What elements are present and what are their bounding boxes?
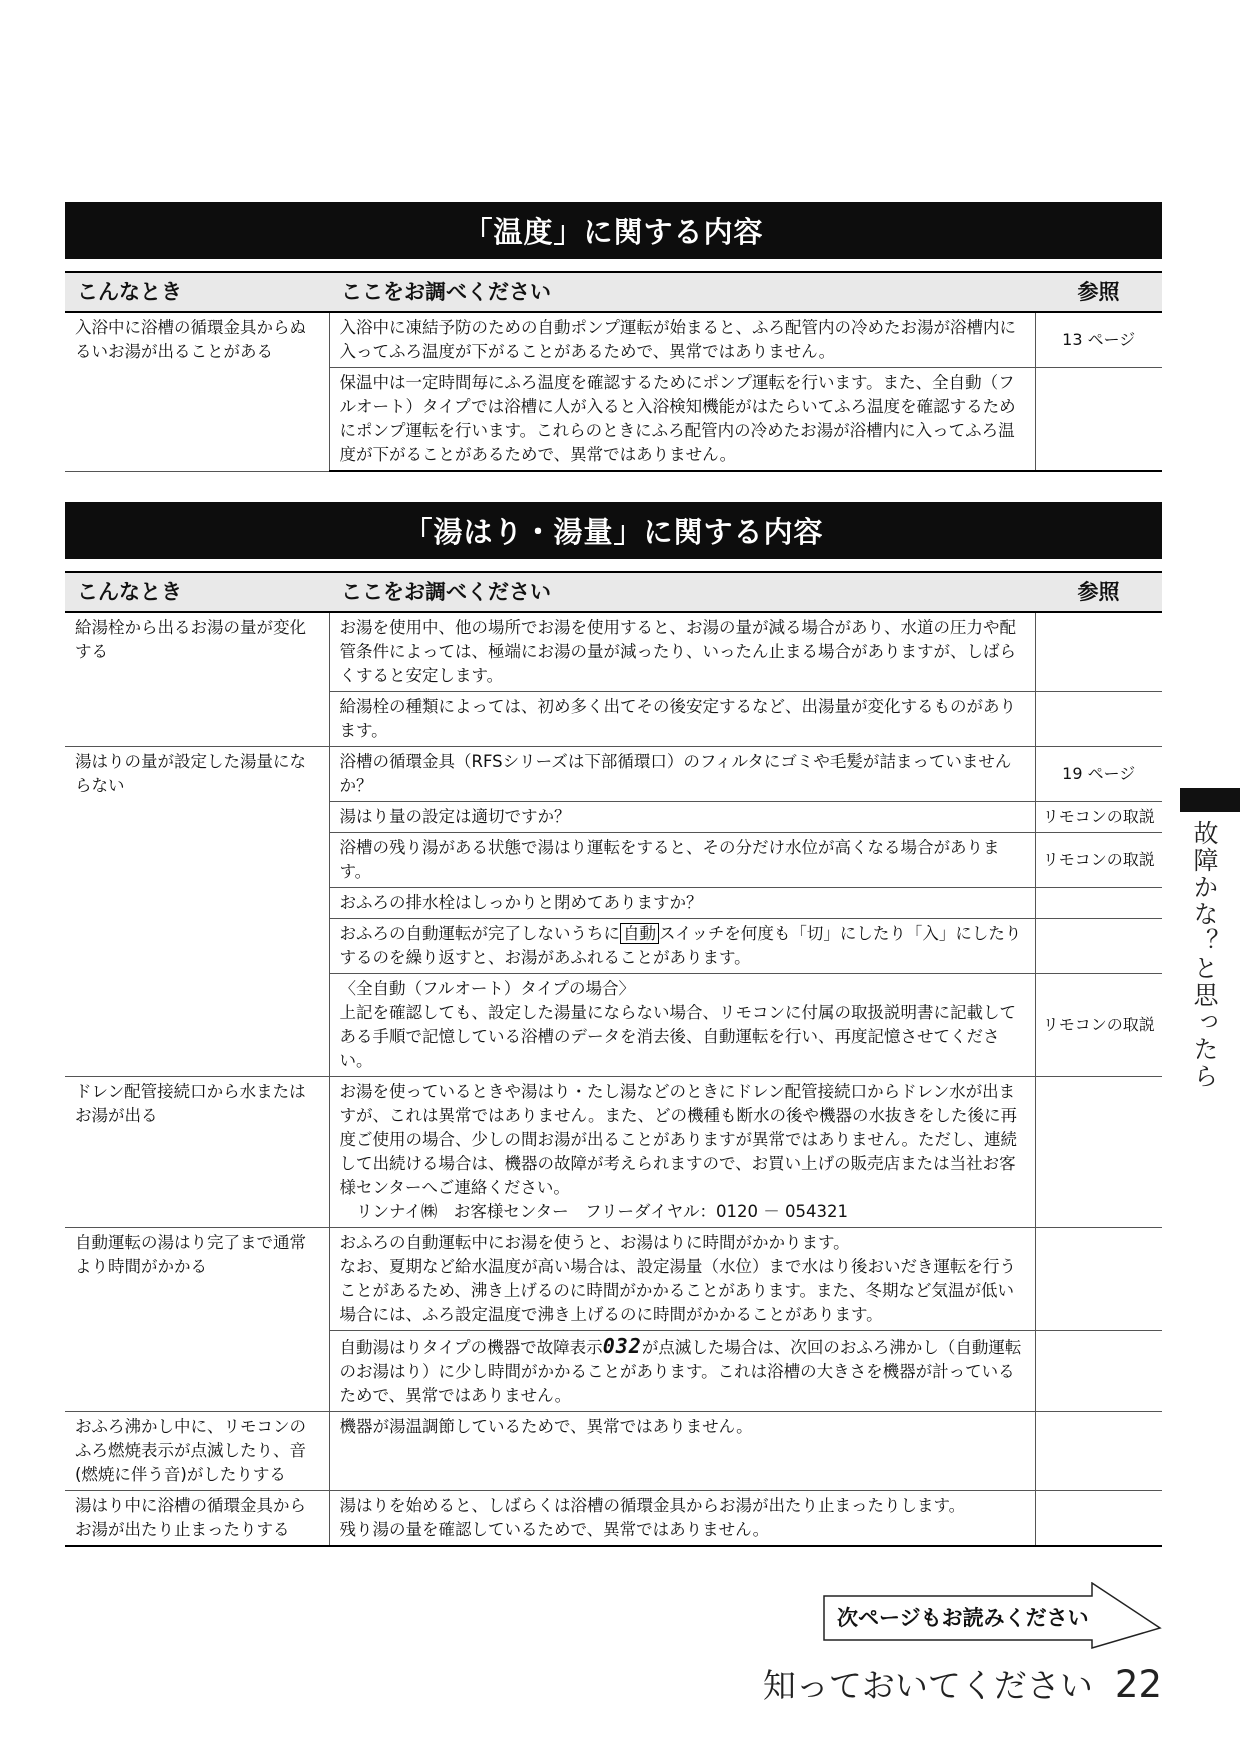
check-cell	[329, 919, 1035, 974]
col-when: こんなとき	[65, 272, 329, 312]
check-cell: お湯を使用中、他の場所でお湯を使用すると、お湯の量が減る場合があり、水道の圧力や配管条件によっては、極端にお湯の量が減ったり、いったん止まる場合がありますが、しばらくすると安定します。	[329, 612, 1035, 692]
check-cell: 給湯栓の種類によっては、初め多く出てその後安定するなど、出湯量が変化するものがあります。	[329, 692, 1035, 747]
check-cell: 入浴中に凍結予防のための自動ポンプ運転が始まると、ふろ配管内の冷めたお湯が浴槽内に入ってふろ温度が下がることがあるためで、異常ではありません。	[329, 312, 1035, 368]
check-cell: 〈全自動（フルオート）タイプの場合〉 上記を確認しても、設定した湯量にならない場合、リモコンに付属の取扱説明書に記載してある手順で記憶している浴槽のデータを消去後、自動運転を行い、再度記憶させてください。	[329, 974, 1035, 1077]
ref-cell: 19 ページ	[1035, 747, 1162, 802]
ref-cell	[1035, 1491, 1162, 1547]
section-water-amount	[65, 502, 1162, 1547]
col-ref: 参照	[1035, 572, 1162, 612]
ref-cell	[1035, 1228, 1162, 1331]
ref-cell	[1035, 919, 1162, 974]
when-cell: ドレン配管接続口から水またはお湯が出る	[65, 1077, 329, 1228]
next-page-arrow	[822, 1582, 1162, 1650]
ref-cell	[1035, 1412, 1162, 1491]
col-check: ここをお調べください	[329, 572, 1035, 612]
check-cell: おふろの自動運転中にお湯を使うと、お湯はりに時間がかかります。 なお、夏期など給水温度が高い場合は、設定湯量（水位）まで水はり後おいだき運転を行うことがあるため、沸き上げるのに時間がかかることがあります。また、冬期など気温が低い場合には、ふろ設定温度で沸き上げるのに時間がかかることがあります。	[329, 1228, 1035, 1331]
footer-title: 知っておいてください	[762, 1666, 1093, 1705]
check-cell: 機器が湯温調節しているためで、異常ではありません。	[329, 1412, 1035, 1491]
ref-cell	[1035, 1331, 1162, 1412]
ref-cell	[1035, 692, 1162, 747]
ref-cell	[1035, 368, 1162, 472]
col-check: ここをお調べください	[329, 272, 1035, 312]
section-temperature	[65, 202, 1162, 472]
table-row	[65, 312, 1162, 368]
check-cell: 浴槽の残り湯がある状態で湯はり運転をすると、その分だけ水位が高くなる場合があります。	[329, 833, 1035, 888]
table-row	[65, 1228, 1162, 1331]
ref-cell	[1035, 612, 1162, 692]
check-text: おふろの自動運転が完了しないうちに	[339, 924, 620, 943]
when-cell: おふろ沸かし中に、リモコンのふろ燃焼表示が点滅したり、音(燃焼に伴う音)がしたりする	[65, 1412, 329, 1491]
check-text: 自動湯はりタイプの機器で故障表示	[339, 1338, 603, 1357]
table-row	[65, 1491, 1162, 1547]
table-row	[65, 1412, 1162, 1491]
table-row	[65, 1077, 1162, 1228]
section-title: 「湯はり・湯量」に関する内容	[65, 502, 1162, 559]
trouble-table	[65, 571, 1162, 1547]
when-cell: 給湯栓から出るお湯の量が変化する	[65, 612, 329, 747]
table-header	[65, 572, 1162, 612]
when-cell: 自動運転の湯はり完了まで通常より時間がかかる	[65, 1228, 329, 1412]
page-footer	[763, 1660, 1162, 1707]
col-when: こんなとき	[65, 572, 329, 612]
when-cell: 湯はり中に浴槽の循環金具からお湯が出たり止まったりする	[65, 1491, 329, 1547]
check-cell: 保温中は一定時間毎にふろ温度を確認するためにポンプ運転を行います。また、全自動（フルオート）タイプでは浴槽に人が入ると入浴検知機能がはたらいてふろ温度を確認するためにポンプ運転を行います。これらのときにふろ配管内の冷めたお湯が浴槽内に入ってふろ温度が下がることがあるためで、異常ではありません。	[329, 368, 1035, 472]
ref-cell: リモコンの取説	[1035, 974, 1162, 1077]
table-row	[65, 612, 1162, 692]
ref-cell: 13 ページ	[1035, 312, 1162, 368]
when-cell: 湯はりの量が設定した湯量にならない	[65, 747, 329, 1077]
ref-cell: リモコンの取説	[1035, 833, 1162, 888]
check-text: が点滅した場合は、次回のおふろ沸かし（自動運転のお湯はり）に少し時間がかかることがあります。これは浴槽の大きさを機器が計っているためで、異常ではありません。	[339, 1338, 1022, 1405]
check-cell: お湯を使っているときや湯はり・たし湯などのときにドレン配管接続口からドレン水が出ますが、これは異常ではありません。また、どの機種も断水の後や機器の水抜きをした後に再度ご使用の場合、少しの間お湯が出ることがありますが異常ではありません。ただし、連続して出続ける場合は、機器の故障が考えられますので、お買い上げの販売店または当社お客様センターへご連絡ください。 リンナイ㈱ お客様センター フリーダイヤル：0120 － 054321	[329, 1077, 1035, 1228]
check-cell	[329, 1331, 1035, 1412]
check-cell: 湯はりを始めると、しばらくは浴槽の循環金具からお湯が出たり止まったりします。 残り湯の量を確認しているためで、異常ではありません。	[329, 1491, 1035, 1547]
check-text: スイッチを何度も「切」にしたり「入」にしたりするのを繰り返すと、お湯があふれることがあります。	[339, 924, 1022, 967]
auto-switch-label: 自動	[620, 923, 659, 944]
ref-cell: リモコンの取説	[1035, 802, 1162, 833]
table-row	[65, 747, 1162, 802]
col-ref: 参照	[1035, 272, 1162, 312]
side-tab-marker	[1180, 788, 1240, 812]
next-page-label: 次ページもお読みください	[837, 1606, 1089, 1630]
ref-cell	[1035, 1077, 1162, 1228]
check-cell: おふろの排水栓はしっかりと閉めてありますか？	[329, 888, 1035, 919]
table-header	[65, 272, 1162, 312]
when-cell: 入浴中に浴槽の循環金具からぬるいお湯が出ることがある	[65, 312, 329, 471]
ref-cell	[1035, 888, 1162, 919]
trouble-table	[65, 271, 1162, 472]
check-cell: 浴槽の循環金具（RFSシリーズは下部循環口）のフィルタにゴミや毛髪が詰まっていませんか？	[329, 747, 1035, 802]
error-code-display: 032	[602, 1334, 642, 1358]
side-tab-label: 故障かな？と思ったら	[1190, 820, 1219, 1090]
check-cell: 湯はり量の設定は適切ですか？	[329, 802, 1035, 833]
page-number: 22	[1114, 1663, 1162, 1706]
section-title: 「温度」に関する内容	[65, 202, 1162, 259]
